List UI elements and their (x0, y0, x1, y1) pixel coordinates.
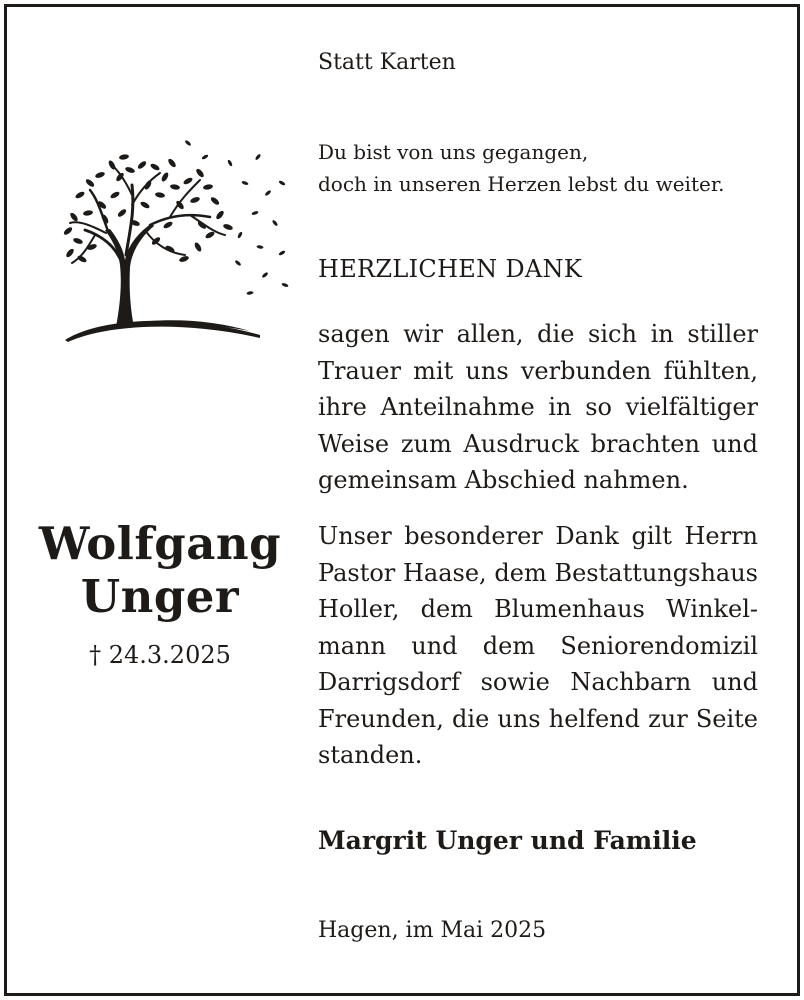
paragraph-line: Freunden, die uns helfend zur Seite (318, 704, 758, 733)
paragraph-line: Holler, dem Blumenhaus Winkel- (318, 595, 758, 623)
motto-line: doch in unseren Herzen lebst du weiter. (318, 172, 725, 196)
motto (318, 136, 725, 200)
family-signature: Margrit Unger und Familie (318, 826, 697, 855)
left-column (20, 0, 300, 1000)
deceased-last-name: Unger (80, 570, 240, 623)
thanks-heading: HERZLICHEN DANK (318, 255, 583, 283)
place-date: Hagen, im Mai 2025 (318, 918, 547, 943)
motto-line: Du bist von uns gegangen, (318, 140, 589, 164)
paragraph-line: Darrigsdorf sowie Nachbarn und (318, 668, 758, 696)
paragraph-line: gemeinsam Abschied nahmen. (318, 466, 689, 494)
deceased-first-name: Wolfgang (38, 517, 282, 570)
special-thanks-paragraph (318, 518, 758, 774)
tree-with-falling-leaves-icon (60, 135, 295, 350)
thanks-paragraph (318, 316, 758, 499)
paragraph-line: Pastor Haase, dem Bestattungshaus (318, 558, 758, 587)
paragraph-line: Unser besonderer Dank gilt Herrn (318, 522, 758, 550)
paragraph-line: mann und dem Seniorendomizil (318, 631, 758, 660)
paragraph-line: sagen wir allen, die sich in stiller (318, 320, 758, 348)
paragraph-line: ihre Anteilnahme in so vielfältiger (318, 393, 758, 421)
paragraph-line: standen. (318, 741, 423, 769)
paragraph-line: Trauer mit uns verbunden fühlten, (318, 356, 758, 385)
death-date: † 24.3.2025 (89, 641, 231, 669)
intro-text: Statt Karten (318, 50, 456, 75)
paragraph-line: Weise zum Ausdruck brachten und (318, 429, 758, 458)
right-column (318, 0, 758, 1000)
